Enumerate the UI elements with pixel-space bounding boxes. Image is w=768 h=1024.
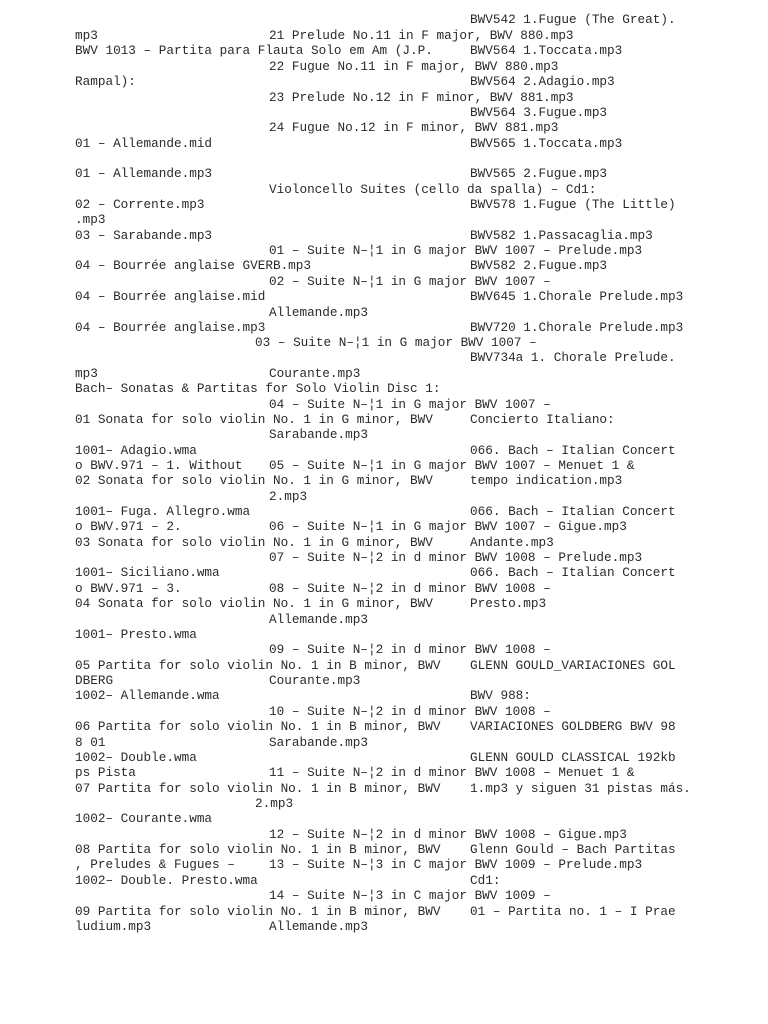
text-line: 2.mp3	[269, 489, 308, 504]
text-line: 22 Fugue No.11 in F major, BWV 880.mp3	[269, 59, 559, 74]
text-line: o BWV.971 – 1. Without	[75, 458, 243, 473]
text-line: Sarabande.mp3	[269, 735, 368, 750]
text-line: BWV564 1.Toccata.mp3	[470, 43, 623, 58]
text-line: DBERG	[75, 673, 114, 688]
text-line: BWV565 2.Fugue.mp3	[470, 166, 608, 181]
text-line: 07 Partita for solo violin No. 1 in B minor, BWV	[75, 781, 441, 796]
text-line: 066. Bach – Italian Concert	[470, 504, 676, 519]
text-line: 01 – Allemande.mp3	[75, 166, 213, 181]
text-line: , Preludes & Fugues –	[75, 857, 235, 872]
text-line: Allemande.mp3	[269, 612, 368, 627]
text-line: 05 Partita for solo violin No. 1 in B minor, BWV	[75, 658, 441, 673]
text-line: o BWV.971 – 2.	[75, 519, 182, 534]
text-line: BWV578 1.Fugue (The Little)	[470, 197, 676, 212]
text-line: 09 – Suite N–¦2 in d minor BWV 1008 –	[269, 642, 551, 657]
text-line: 066. Bach – Italian Concert	[470, 443, 676, 458]
text-line: Cd1:	[470, 873, 501, 888]
text-line: o BWV.971 – 3.	[75, 581, 182, 596]
text-line: 04 Sonata for solo violin No. 1 in G minor, BWV	[75, 596, 433, 611]
text-line: Bach– Sonatas & Partitas for Solo Violin Disc 1:	[75, 381, 441, 396]
text-line: 01 – Suite N–¦1 in G major BWV 1007 – Prelude.mp3	[269, 243, 643, 258]
text-line: 23 Prelude No.12 in F minor, BWV 881.mp3	[269, 90, 574, 105]
text-line: 1001– Adagio.wma	[75, 443, 197, 458]
text-line: 08 Partita for solo violin No. 1 in B minor, BWV	[75, 842, 441, 857]
text-line: 07 – Suite N–¦2 in d minor BWV 1008 – Prelude.mp3	[269, 550, 643, 565]
text-line: 03 – Sarabande.mp3	[75, 228, 213, 243]
text-line: tempo indication.mp3	[470, 473, 623, 488]
text-line: Andante.mp3	[470, 535, 554, 550]
text-line: BWV542 1.Fugue (The Great).	[470, 12, 676, 27]
text-line: 1001– Presto.wma	[75, 627, 197, 642]
text-line: Rampal):	[75, 74, 136, 89]
text-line: 12 – Suite N–¦2 in d minor BWV 1008 – Gigue.mp3	[269, 827, 627, 842]
text-line: Sarabande.mp3	[269, 427, 368, 442]
text-line: BWV645 1.Chorale Prelude.mp3	[470, 289, 684, 304]
text-line: BWV 1013 – Partita para Flauta Solo em Am (J.P.	[75, 43, 433, 58]
text-line: 06 Partita for solo violin No. 1 in B minor, BWV	[75, 719, 441, 734]
text-line: 8 01	[75, 735, 106, 750]
text-line: 1001– Siciliano.wma	[75, 565, 220, 580]
text-line: 14 – Suite N–¦3 in C major BWV 1009 –	[269, 888, 551, 903]
text-line: 2.mp3	[255, 796, 294, 811]
text-line: 08 – Suite N–¦2 in d minor BWV 1008 –	[269, 581, 551, 596]
text-line: 06 – Suite N–¦1 in G major BWV 1007 – Gigue.mp3	[269, 519, 627, 534]
text-line: GLENN GOULD_VARIACIONES GOL	[470, 658, 676, 673]
text-line: Violoncello Suites (cello da spalla) – Cd1:	[269, 182, 597, 197]
text-line: BWV565 1.Toccata.mp3	[470, 136, 623, 151]
text-line: 04 – Suite N–¦1 in G major BWV 1007 –	[269, 397, 551, 412]
text-line: mp3	[75, 28, 98, 43]
text-line: 03 Sonata for solo violin No. 1 in G minor, BWV	[75, 535, 433, 550]
text-line: 01 – Partita no. 1 – I Prae	[470, 904, 676, 919]
text-line: Allemande.mp3	[269, 919, 368, 934]
text-line: BWV720 1.Chorale Prelude.mp3	[470, 320, 684, 335]
text-line: .mp3	[75, 212, 106, 227]
text-line: Courante.mp3	[269, 366, 361, 381]
text-line: 1002– Courante.wma	[75, 811, 213, 826]
text-line: 11 – Suite N–¦2 in d minor BWV 1008 – Menuet 1 &	[269, 765, 635, 780]
text-line: 04 – Bourrée anglaise.mid	[75, 289, 266, 304]
text-line: BWV 988:	[470, 688, 531, 703]
text-line: ps Pista	[75, 765, 136, 780]
text-line: Allemande.mp3	[269, 305, 368, 320]
text-line: GLENN GOULD CLASSICAL 192kb	[470, 750, 676, 765]
text-line: 03 – Suite N–¦1 in G major BWV 1007 –	[255, 335, 537, 350]
text-line: 09 Partita for solo violin No. 1 in B minor, BWV	[75, 904, 441, 919]
text-line: 02 – Corrente.mp3	[75, 197, 205, 212]
text-line: mp3	[75, 366, 98, 381]
text-line: 02 Sonata for solo violin No. 1 in G minor, BWV	[75, 473, 433, 488]
text-line: 05 – Suite N–¦1 in G major BWV 1007 – Menuet 1 &	[269, 458, 635, 473]
text-line: 10 – Suite N–¦2 in d minor BWV 1008 –	[269, 704, 551, 719]
text-line: 21 Prelude No.11 in F major, BWV 880.mp3	[269, 28, 574, 43]
text-line: 02 – Suite N–¦1 in G major BWV 1007 –	[269, 274, 551, 289]
text-line: Glenn Gould – Bach Partitas	[470, 842, 676, 857]
text-line: BWV734a 1. Chorale Prelude.	[470, 350, 676, 365]
text-line: 1002– Double.wma	[75, 750, 197, 765]
text-line: BWV582 1.Passacaglia.mp3	[470, 228, 653, 243]
text-line: 1002– Double. Presto.wma	[75, 873, 258, 888]
text-line: 04 – Bourrée anglaise.mp3	[75, 320, 266, 335]
text-line: 1002– Allemande.wma	[75, 688, 220, 703]
text-line: 13 – Suite N–¦3 in C major BWV 1009 – Prelude.mp3	[269, 857, 643, 872]
text-line: 066. Bach – Italian Concert	[470, 565, 676, 580]
text-line: 1.mp3 y siguen 31 pistas más.	[470, 781, 691, 796]
text-line: BWV564 2.Adagio.mp3	[470, 74, 615, 89]
text-line: 1001– Fuga. Allegro.wma	[75, 504, 251, 519]
text-line: 24 Fugue No.12 in F minor, BWV 881.mp3	[269, 120, 559, 135]
text-line: Concierto Italiano:	[470, 412, 615, 427]
text-line: 01 Sonata for solo violin No. 1 in G minor, BWV	[75, 412, 433, 427]
text-line: Courante.mp3	[269, 673, 361, 688]
text-line: BWV582 2.Fugue.mp3	[470, 258, 608, 273]
text-line: ludium.mp3	[75, 919, 152, 934]
text-line: 04 – Bourrée anglaise GVERB.mp3	[75, 258, 312, 273]
text-line: BWV564 3.Fugue.mp3	[470, 105, 608, 120]
text-line: Presto.mp3	[470, 596, 547, 611]
text-line: 01 – Allemande.mid	[75, 136, 213, 151]
text-line: VARIACIONES GOLDBERG BWV 98	[470, 719, 676, 734]
